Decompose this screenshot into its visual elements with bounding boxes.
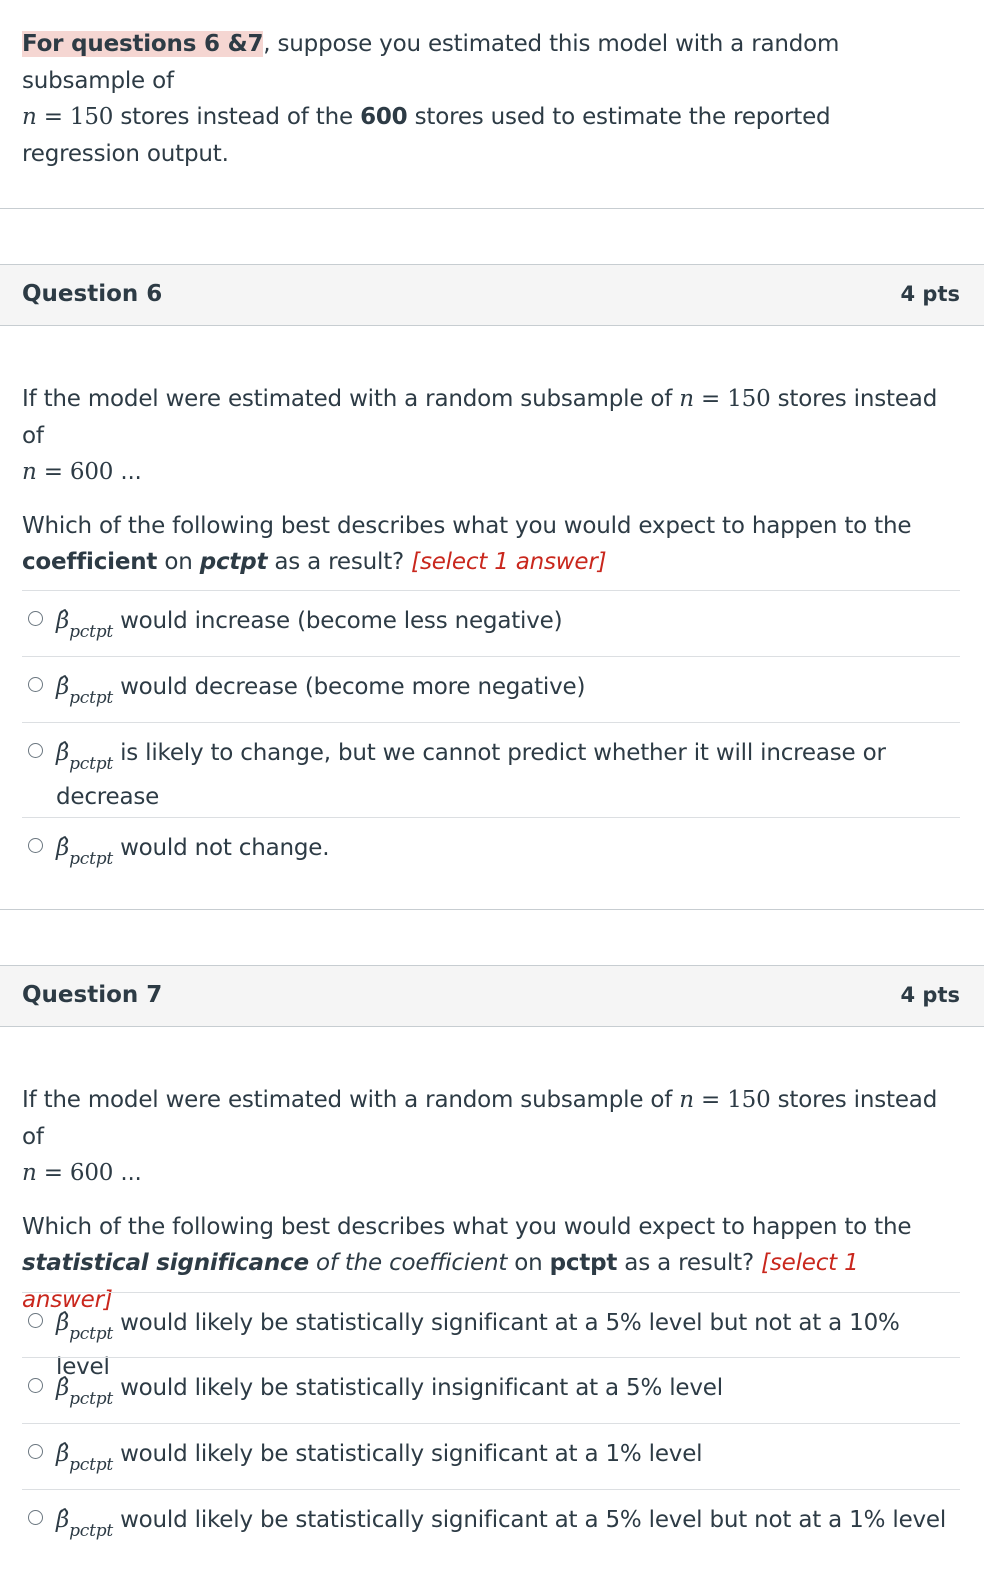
q7-eq600: = 600 [36, 1160, 114, 1186]
beta-hat-symbol: $\betâ_{pctpt}$ [56, 835, 114, 869]
intro-highlight: For questions 6 &7 [22, 31, 264, 57]
intro-text-a: , suppose you estimated this model with a random subsample of [22, 31, 840, 94]
divider [0, 208, 984, 209]
question-6-text [22, 381, 942, 581]
q6-answer-4[interactable] [22, 817, 960, 883]
q7-answer-4[interactable] [22, 1489, 960, 1555]
q7-eq150: = 150 [693, 1087, 771, 1113]
q7-answer-3[interactable] [22, 1423, 960, 1489]
q7-prompt-ital: of the coefficient [308, 1250, 508, 1276]
q7-prompt-bold-ital: statistical significance [22, 1250, 309, 1276]
q6-prompt-b: on [157, 549, 200, 575]
answer-label: would likely be statistically significant at a 5% level but not at a 10% level [56, 1310, 900, 1380]
q7-n-var2: n [22, 1160, 37, 1186]
q6-eq150: = 150 [693, 386, 771, 412]
intro-eq: = 150 [36, 104, 114, 130]
q6-answer-3[interactable] [22, 722, 960, 817]
q7-prompt-b: on [507, 1250, 550, 1276]
q7-prompt-c: as a result? [617, 1250, 762, 1276]
answer-label: would likely be statistically significant at a 5% level but not at a 1% level [120, 1507, 947, 1533]
q7-answer-1[interactable] [22, 1292, 960, 1380]
intro-n-var: n [22, 104, 37, 130]
radio-button[interactable] [28, 1313, 43, 1328]
q6-line1b: stores instead of [22, 386, 938, 449]
answer-label: would decrease (become more negative) [120, 674, 586, 700]
radio-button[interactable] [28, 1510, 43, 1525]
q7-line1b: stores instead of [22, 1087, 938, 1150]
beta-hat-symbol: $\betâ_{pctpt}$ [56, 608, 114, 642]
q7-line1a: If the model were estimated with a random subsample of [22, 1087, 680, 1113]
q6-ellipsis: ... [113, 459, 142, 485]
intro-text-b: stores instead of the [113, 104, 361, 130]
q7-prompt-a: Which of the following best describes what you would expect to happen to the [22, 1213, 912, 1240]
q7-ellipsis: ... [113, 1160, 142, 1186]
beta-hat-symbol: $\betâ_{pctpt}$ [56, 674, 114, 708]
answer-label: would likely be statistically significant at a 1% level [120, 1441, 703, 1467]
question-7-answers [22, 1292, 960, 1555]
q6-prompt-bold: coefficient [22, 549, 158, 575]
intro-text [22, 26, 942, 172]
radio-button[interactable] [28, 1378, 43, 1393]
q6-eq600: = 600 [36, 459, 114, 485]
beta-hat-symbol: $\betâ_{pctpt}$ [56, 1441, 114, 1475]
question-6-title: Question 6 [22, 281, 163, 307]
q7-answer-2[interactable] [22, 1357, 960, 1423]
question-7-points: 4 pts [900, 983, 960, 1007]
radio-button[interactable] [28, 1444, 43, 1459]
answer-label: would likely be statistically insignificant at a 5% level [120, 1375, 723, 1401]
q6-select-hint: [select 1 answer] [411, 549, 607, 575]
answer-label: would increase (become less negative) [120, 608, 563, 634]
q6-answer-1[interactable] [22, 590, 960, 656]
q7-n-var: n [679, 1087, 694, 1113]
divider [0, 909, 984, 910]
q7-prompt-var: pctpt [549, 1250, 618, 1276]
radio-button[interactable] [28, 677, 43, 692]
q6-prompt-var: pctpt [199, 549, 268, 575]
question-6-points: 4 pts [900, 282, 960, 306]
q6-answer-2[interactable] [22, 656, 960, 722]
question-7-title: Question 7 [22, 982, 163, 1008]
beta-hat-symbol: $\betâ_{pctpt}$ [56, 1507, 114, 1541]
question-6-header [0, 264, 984, 326]
question-7-header [0, 965, 984, 1027]
q6-prompt-c: as a result? [267, 549, 412, 575]
q6-n-var: n [679, 386, 694, 412]
radio-button[interactable] [28, 838, 43, 853]
beta-hat-symbol: $\betâ_{pctpt}$ [56, 740, 114, 774]
beta-hat-symbol: $\betâ_{pctpt}$ [56, 1310, 114, 1344]
radio-button[interactable] [28, 743, 43, 758]
question-7-text [22, 1082, 942, 1318]
q6-n-var2: n [22, 459, 37, 485]
answer-label: is likely to change, but we cannot predict whether it will increase or decrease [56, 740, 886, 810]
intro-text-c: stores used to estimate the reported regression output. [22, 104, 831, 167]
beta-hat-symbol: $\betâ_{pctpt}$ [56, 1375, 114, 1409]
q6-prompt-a: Which of the following best describes what you would expect to happen to the [22, 512, 912, 539]
radio-button[interactable] [28, 611, 43, 626]
question-6-answers [22, 590, 960, 883]
q7-select-hint: [select 1 answer] [22, 1250, 859, 1313]
intro-n600: 600 [360, 104, 408, 130]
q6-line1a: If the model were estimated with a random subsample of [22, 386, 680, 412]
answer-label: would not change. [120, 835, 330, 861]
